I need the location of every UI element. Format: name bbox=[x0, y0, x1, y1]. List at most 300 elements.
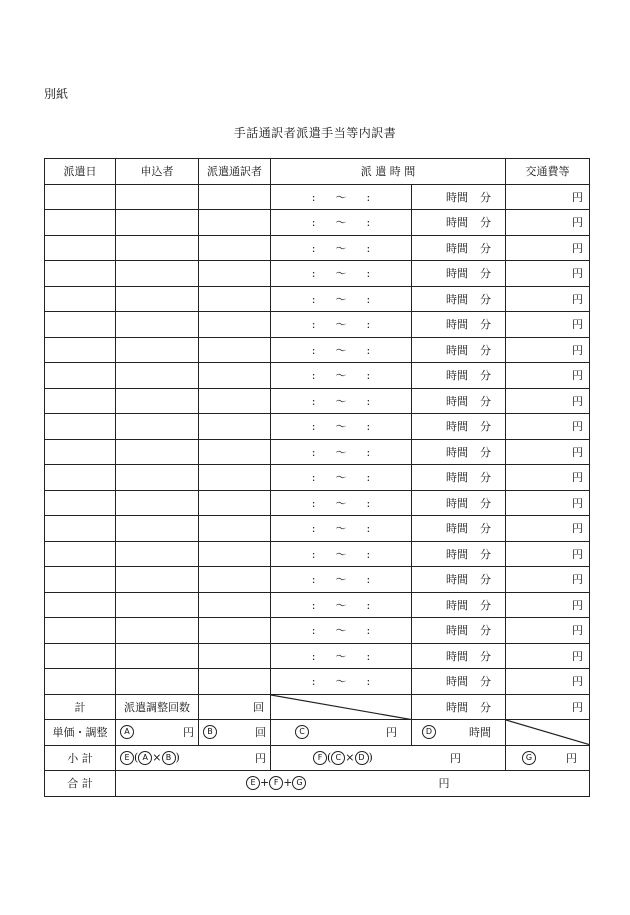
circle-f-icon: F bbox=[269, 776, 283, 790]
applicant-cell[interactable] bbox=[116, 414, 199, 440]
transport-cell[interactable]: 円 bbox=[506, 541, 590, 567]
end-colon: : bbox=[366, 522, 371, 536]
end-colon: : bbox=[366, 573, 371, 587]
minutes-unit: 分 bbox=[480, 292, 491, 306]
hours-unit: 時間 bbox=[446, 471, 468, 485]
tilde: 〜 bbox=[335, 649, 347, 663]
tilde: 〜 bbox=[335, 216, 347, 230]
tilde: 〜 bbox=[335, 675, 347, 689]
start-colon: : bbox=[311, 471, 316, 485]
transport-cell[interactable]: 円 bbox=[506, 363, 590, 389]
duration-cell[interactable] bbox=[412, 414, 506, 440]
date-cell[interactable] bbox=[45, 643, 116, 669]
circle-c-icon: C bbox=[295, 725, 309, 739]
e-close: ) bbox=[175, 750, 180, 764]
table-row bbox=[45, 388, 590, 414]
date-cell[interactable] bbox=[45, 184, 116, 210]
total-minutes-unit: 分 bbox=[480, 700, 491, 714]
unit-price-label: 単価・調整 bbox=[45, 720, 116, 746]
duration-cell[interactable] bbox=[412, 465, 506, 491]
interpreter-cell[interactable] bbox=[199, 388, 271, 414]
hours-unit: 時間 bbox=[446, 267, 468, 281]
interpreter-cell[interactable] bbox=[199, 516, 271, 542]
dispatch-count-label: 派遣調整回数 bbox=[116, 694, 199, 720]
duration-cell[interactable] bbox=[412, 669, 506, 695]
interpreter-cell[interactable] bbox=[199, 465, 271, 491]
time-range-cell[interactable] bbox=[271, 567, 412, 593]
duration-cell[interactable] bbox=[412, 286, 506, 312]
table-row bbox=[45, 337, 590, 363]
table-row bbox=[45, 312, 590, 338]
hours-unit: 時間 bbox=[446, 649, 468, 663]
interpreter-cell[interactable] bbox=[199, 210, 271, 236]
interpreter-cell[interactable] bbox=[199, 286, 271, 312]
unit-c-yen: 円 bbox=[386, 726, 397, 740]
minutes-unit: 分 bbox=[480, 598, 491, 612]
interpreter-cell[interactable] bbox=[199, 235, 271, 261]
minutes-unit: 分 bbox=[480, 496, 491, 510]
unit-a-cell[interactable] bbox=[116, 720, 199, 746]
circle-a-icon: A bbox=[138, 751, 152, 765]
start-colon: : bbox=[311, 573, 316, 587]
table-row bbox=[45, 235, 590, 261]
header-row bbox=[45, 159, 590, 185]
end-colon: : bbox=[366, 394, 371, 408]
time-range-cell[interactable] bbox=[271, 643, 412, 669]
duration-cell[interactable] bbox=[412, 261, 506, 287]
tilde: 〜 bbox=[335, 369, 347, 383]
table-row bbox=[45, 286, 590, 312]
date-cell[interactable] bbox=[45, 516, 116, 542]
start-colon: : bbox=[311, 547, 316, 561]
table-row bbox=[45, 490, 590, 516]
tilde: 〜 bbox=[335, 522, 347, 536]
applicant-cell[interactable] bbox=[116, 541, 199, 567]
circle-e-icon: E bbox=[120, 751, 134, 765]
start-colon: : bbox=[311, 318, 316, 332]
tilde: 〜 bbox=[335, 496, 347, 510]
time-range-cell[interactable] bbox=[271, 592, 412, 618]
hours-unit: 時間 bbox=[446, 216, 468, 230]
diagonal-cell bbox=[271, 694, 412, 720]
grand-total-row bbox=[45, 771, 590, 797]
time-range-cell[interactable] bbox=[271, 261, 412, 287]
applicant-cell[interactable] bbox=[116, 210, 199, 236]
unit-d-cell[interactable] bbox=[412, 720, 506, 746]
hours-unit: 時間 bbox=[446, 547, 468, 561]
e-times: × bbox=[152, 750, 162, 764]
hours-unit: 時間 bbox=[446, 496, 468, 510]
date-cell[interactable] bbox=[45, 490, 116, 516]
hours-unit: 時間 bbox=[446, 624, 468, 638]
time-range-cell[interactable] bbox=[271, 184, 412, 210]
duration-cell[interactable] bbox=[412, 388, 506, 414]
minutes-unit: 分 bbox=[480, 216, 491, 230]
subtotal-row bbox=[45, 745, 590, 771]
interpreter-cell[interactable] bbox=[199, 184, 271, 210]
date-cell[interactable] bbox=[45, 567, 116, 593]
subtotal-g-cell[interactable] bbox=[506, 745, 590, 771]
grand-total-cell[interactable] bbox=[116, 771, 590, 797]
unit-a-yen: 円 bbox=[183, 726, 194, 740]
applicant-cell[interactable] bbox=[116, 669, 199, 695]
duration-cell[interactable] bbox=[412, 312, 506, 338]
f-times: × bbox=[345, 750, 355, 764]
entry-rows bbox=[45, 184, 590, 694]
time-range-cell[interactable] bbox=[271, 516, 412, 542]
hours-unit: 時間 bbox=[446, 573, 468, 587]
time-range-cell[interactable] bbox=[271, 363, 412, 389]
unit-price-row bbox=[45, 720, 590, 746]
table-row bbox=[45, 184, 590, 210]
subtotal-e-cell[interactable] bbox=[116, 745, 271, 771]
end-colon: : bbox=[366, 343, 371, 357]
table-row bbox=[45, 363, 590, 389]
start-colon: : bbox=[311, 241, 316, 255]
date-cell[interactable] bbox=[45, 414, 116, 440]
duration-cell[interactable] bbox=[412, 592, 506, 618]
total-row bbox=[45, 694, 590, 720]
tilde: 〜 bbox=[335, 190, 347, 204]
applicant-cell[interactable] bbox=[116, 261, 199, 287]
time-range-cell[interactable] bbox=[271, 541, 412, 567]
table-row bbox=[45, 414, 590, 440]
transport-cell[interactable]: 円 bbox=[506, 439, 590, 465]
end-colon: : bbox=[366, 216, 371, 230]
duration-cell[interactable] bbox=[412, 490, 506, 516]
interpreter-cell[interactable] bbox=[199, 592, 271, 618]
tilde: 〜 bbox=[335, 471, 347, 485]
duration-cell[interactable] bbox=[412, 439, 506, 465]
annex-label: 別紙 bbox=[44, 87, 69, 101]
interpreter-cell[interactable] bbox=[199, 261, 271, 287]
time-range-cell[interactable] bbox=[271, 337, 412, 363]
transport-cell[interactable]: 円 bbox=[506, 337, 590, 363]
tilde: 〜 bbox=[335, 420, 347, 434]
duration-cell[interactable] bbox=[412, 184, 506, 210]
applicant-cell[interactable] bbox=[116, 618, 199, 644]
transport-cell[interactable]: 円 bbox=[506, 490, 590, 516]
table-row bbox=[45, 465, 590, 491]
table-row bbox=[45, 643, 590, 669]
diagonal-cell-2 bbox=[506, 720, 590, 746]
header-interpreter: 派遣通訳者 bbox=[199, 159, 271, 185]
minutes-unit: 分 bbox=[480, 573, 491, 587]
end-colon: : bbox=[366, 292, 371, 306]
minutes-unit: 分 bbox=[480, 420, 491, 434]
date-cell[interactable] bbox=[45, 337, 116, 363]
end-colon: : bbox=[366, 369, 371, 383]
circle-a-icon: A bbox=[120, 725, 134, 739]
minutes-unit: 分 bbox=[480, 190, 491, 204]
unit-d-hours: 時間 bbox=[469, 726, 491, 740]
f-open: ( bbox=[327, 750, 332, 764]
circle-g-icon: G bbox=[292, 776, 306, 790]
header-transport: 交通費等 bbox=[506, 159, 590, 185]
transport-cell[interactable]: 円 bbox=[506, 388, 590, 414]
tilde: 〜 bbox=[335, 547, 347, 561]
transport-cell[interactable]: 円 bbox=[506, 184, 590, 210]
applicant-cell[interactable] bbox=[116, 643, 199, 669]
applicant-cell[interactable] bbox=[116, 439, 199, 465]
applicant-cell[interactable] bbox=[116, 337, 199, 363]
transport-cell[interactable]: 円 bbox=[506, 235, 590, 261]
end-colon: : bbox=[366, 190, 371, 204]
end-colon: : bbox=[366, 624, 371, 638]
date-cell[interactable] bbox=[45, 210, 116, 236]
start-colon: : bbox=[311, 675, 316, 689]
hours-unit: 時間 bbox=[446, 522, 468, 536]
start-colon: : bbox=[311, 292, 316, 306]
breakdown-table bbox=[44, 158, 590, 797]
total-hours-unit: 時間 bbox=[446, 700, 468, 714]
duration-cell[interactable] bbox=[412, 363, 506, 389]
applicant-cell[interactable] bbox=[116, 286, 199, 312]
plus-2: + bbox=[283, 776, 293, 790]
minutes-unit: 分 bbox=[480, 445, 491, 459]
applicant-cell[interactable] bbox=[116, 388, 199, 414]
subtotal-g-yen: 円 bbox=[566, 751, 577, 765]
subtotal-e-yen: 円 bbox=[255, 751, 266, 765]
dispatch-count-unit[interactable]: 回 bbox=[199, 694, 271, 720]
circle-c-icon: C bbox=[331, 751, 345, 765]
transport-cell[interactable]: 円 bbox=[506, 516, 590, 542]
grand-total-label: 合 計 bbox=[45, 771, 116, 797]
tilde: 〜 bbox=[335, 598, 347, 612]
applicant-cell[interactable] bbox=[116, 592, 199, 618]
transport-cell[interactable]: 円 bbox=[506, 261, 590, 287]
table-row bbox=[45, 567, 590, 593]
time-range-cell[interactable] bbox=[271, 286, 412, 312]
end-colon: : bbox=[366, 649, 371, 663]
minutes-unit: 分 bbox=[480, 343, 491, 357]
hours-unit: 時間 bbox=[446, 394, 468, 408]
date-cell[interactable] bbox=[45, 541, 116, 567]
time-range-cell[interactable] bbox=[271, 465, 412, 491]
time-range-cell[interactable] bbox=[271, 414, 412, 440]
end-colon: : bbox=[366, 675, 371, 689]
transport-cell[interactable]: 円 bbox=[506, 669, 590, 695]
hours-unit: 時間 bbox=[446, 190, 468, 204]
end-colon: : bbox=[366, 496, 371, 510]
hours-unit: 時間 bbox=[446, 318, 468, 332]
minutes-unit: 分 bbox=[480, 624, 491, 638]
subtotal-f-yen: 円 bbox=[450, 751, 461, 765]
duration-cell[interactable] bbox=[412, 567, 506, 593]
transport-cell[interactable]: 円 bbox=[506, 312, 590, 338]
total-duration[interactable] bbox=[412, 694, 506, 720]
time-range-cell[interactable] bbox=[271, 312, 412, 338]
interpreter-cell[interactable] bbox=[199, 439, 271, 465]
header-applicant: 申込者 bbox=[116, 159, 199, 185]
transport-cell[interactable]: 円 bbox=[506, 414, 590, 440]
minutes-unit: 分 bbox=[480, 394, 491, 408]
minutes-unit: 分 bbox=[480, 369, 491, 383]
end-colon: : bbox=[366, 318, 371, 332]
date-cell[interactable] bbox=[45, 261, 116, 287]
start-colon: : bbox=[311, 267, 316, 281]
table-row bbox=[45, 541, 590, 567]
header-date: 派遣日 bbox=[45, 159, 116, 185]
document-title: 手話通訳者派遣手当等内訳書 bbox=[233, 126, 397, 140]
date-cell[interactable] bbox=[45, 592, 116, 618]
end-colon: : bbox=[366, 547, 371, 561]
circle-g-icon: G bbox=[522, 751, 536, 765]
interpreter-cell[interactable] bbox=[199, 541, 271, 567]
date-cell[interactable] bbox=[45, 312, 116, 338]
date-cell[interactable] bbox=[45, 669, 116, 695]
transport-cell[interactable]: 円 bbox=[506, 618, 590, 644]
date-cell[interactable] bbox=[45, 618, 116, 644]
hours-unit: 時間 bbox=[446, 420, 468, 434]
duration-cell[interactable] bbox=[412, 643, 506, 669]
table-row bbox=[45, 439, 590, 465]
table-row bbox=[45, 261, 590, 287]
grand-total-yen: 円 bbox=[438, 777, 450, 791]
time-range-cell[interactable] bbox=[271, 210, 412, 236]
hours-unit: 時間 bbox=[446, 598, 468, 612]
minutes-unit: 分 bbox=[480, 267, 491, 281]
circle-d-icon: D bbox=[355, 751, 369, 765]
transport-cell[interactable]: 円 bbox=[506, 567, 590, 593]
duration-cell[interactable] bbox=[412, 210, 506, 236]
time-range-cell[interactable] bbox=[271, 490, 412, 516]
minutes-unit: 分 bbox=[480, 471, 491, 485]
applicant-cell[interactable] bbox=[116, 567, 199, 593]
time-range-cell[interactable] bbox=[271, 388, 412, 414]
start-colon: : bbox=[311, 522, 316, 536]
start-colon: : bbox=[311, 343, 316, 357]
end-colon: : bbox=[366, 267, 371, 281]
start-colon: : bbox=[311, 624, 316, 638]
unit-c-cell[interactable] bbox=[271, 720, 412, 746]
table-row bbox=[45, 618, 590, 644]
diagonal-line bbox=[271, 695, 411, 720]
unit-b-times: 回 bbox=[255, 726, 266, 740]
date-cell[interactable] bbox=[45, 465, 116, 491]
tilde: 〜 bbox=[335, 267, 347, 281]
applicant-cell[interactable] bbox=[116, 490, 199, 516]
time-range-cell[interactable] bbox=[271, 618, 412, 644]
circle-b-icon: B bbox=[162, 751, 176, 765]
time-range-cell[interactable] bbox=[271, 669, 412, 695]
duration-cell[interactable] bbox=[412, 235, 506, 261]
interpreter-cell[interactable] bbox=[199, 414, 271, 440]
minutes-unit: 分 bbox=[480, 649, 491, 663]
date-cell[interactable] bbox=[45, 235, 116, 261]
date-cell[interactable] bbox=[45, 286, 116, 312]
tilde: 〜 bbox=[335, 343, 347, 357]
total-label: 計 bbox=[45, 694, 116, 720]
tilde: 〜 bbox=[335, 573, 347, 587]
tilde: 〜 bbox=[335, 624, 347, 638]
hours-unit: 時間 bbox=[446, 292, 468, 306]
subtotal-f-cell[interactable] bbox=[271, 745, 506, 771]
applicant-cell[interactable] bbox=[116, 235, 199, 261]
tilde: 〜 bbox=[335, 445, 347, 459]
start-colon: : bbox=[311, 190, 316, 204]
applicant-cell[interactable] bbox=[116, 363, 199, 389]
start-colon: : bbox=[311, 369, 316, 383]
duration-cell[interactable] bbox=[412, 516, 506, 542]
interpreter-cell[interactable] bbox=[199, 312, 271, 338]
minutes-unit: 分 bbox=[480, 675, 491, 689]
diagonal-line-2 bbox=[506, 720, 589, 745]
tilde: 〜 bbox=[335, 318, 347, 332]
applicant-cell[interactable] bbox=[116, 465, 199, 491]
date-cell[interactable] bbox=[45, 388, 116, 414]
minutes-unit: 分 bbox=[480, 522, 491, 536]
minutes-unit: 分 bbox=[480, 318, 491, 332]
start-colon: : bbox=[311, 445, 316, 459]
applicant-cell[interactable] bbox=[116, 516, 199, 542]
circle-e-icon: E bbox=[246, 776, 260, 790]
table-row bbox=[45, 592, 590, 618]
minutes-unit: 分 bbox=[480, 241, 491, 255]
table-row bbox=[45, 210, 590, 236]
applicant-cell[interactable] bbox=[116, 184, 199, 210]
subtotal-label: 小 計 bbox=[45, 745, 116, 771]
circle-b-icon: B bbox=[203, 725, 217, 739]
duration-cell[interactable] bbox=[412, 541, 506, 567]
hours-unit: 時間 bbox=[446, 369, 468, 383]
circle-f-icon: F bbox=[313, 751, 327, 765]
duration-cell[interactable] bbox=[412, 337, 506, 363]
start-colon: : bbox=[311, 216, 316, 230]
interpreter-cell[interactable] bbox=[199, 567, 271, 593]
time-range-cell[interactable] bbox=[271, 439, 412, 465]
interpreter-cell[interactable] bbox=[199, 363, 271, 389]
hours-unit: 時間 bbox=[446, 445, 468, 459]
tilde: 〜 bbox=[335, 394, 347, 408]
end-colon: : bbox=[366, 445, 371, 459]
time-range-cell[interactable] bbox=[271, 235, 412, 261]
transport-cell[interactable]: 円 bbox=[506, 286, 590, 312]
end-colon: : bbox=[366, 241, 371, 255]
applicant-cell[interactable] bbox=[116, 312, 199, 338]
unit-b-cell[interactable] bbox=[199, 720, 271, 746]
minutes-unit: 分 bbox=[480, 547, 491, 561]
date-cell[interactable] bbox=[45, 363, 116, 389]
transport-cell[interactable]: 円 bbox=[506, 643, 590, 669]
duration-cell[interactable] bbox=[412, 618, 506, 644]
total-transport-unit[interactable]: 円 bbox=[506, 694, 590, 720]
f-close: ) bbox=[368, 750, 373, 764]
start-colon: : bbox=[311, 420, 316, 434]
interpreter-cell[interactable] bbox=[199, 490, 271, 516]
hours-unit: 時間 bbox=[446, 241, 468, 255]
transport-cell[interactable]: 円 bbox=[506, 465, 590, 491]
interpreter-cell[interactable] bbox=[199, 618, 271, 644]
date-cell[interactable] bbox=[45, 439, 116, 465]
header-dispatch-time: 派 遣 時 間 bbox=[271, 159, 506, 185]
transport-cell[interactable]: 円 bbox=[506, 210, 590, 236]
circle-d-icon: D bbox=[422, 725, 436, 739]
hours-unit: 時間 bbox=[446, 675, 468, 689]
end-colon: : bbox=[366, 420, 371, 434]
plus-1: + bbox=[260, 776, 270, 790]
interpreter-cell[interactable] bbox=[199, 643, 271, 669]
interpreter-cell[interactable] bbox=[199, 669, 271, 695]
transport-cell[interactable]: 円 bbox=[506, 592, 590, 618]
interpreter-cell[interactable] bbox=[199, 337, 271, 363]
start-colon: : bbox=[311, 496, 316, 510]
end-colon: : bbox=[366, 598, 371, 612]
start-colon: : bbox=[311, 598, 316, 612]
end-colon: : bbox=[366, 471, 371, 485]
table-row bbox=[45, 516, 590, 542]
hours-unit: 時間 bbox=[446, 343, 468, 357]
